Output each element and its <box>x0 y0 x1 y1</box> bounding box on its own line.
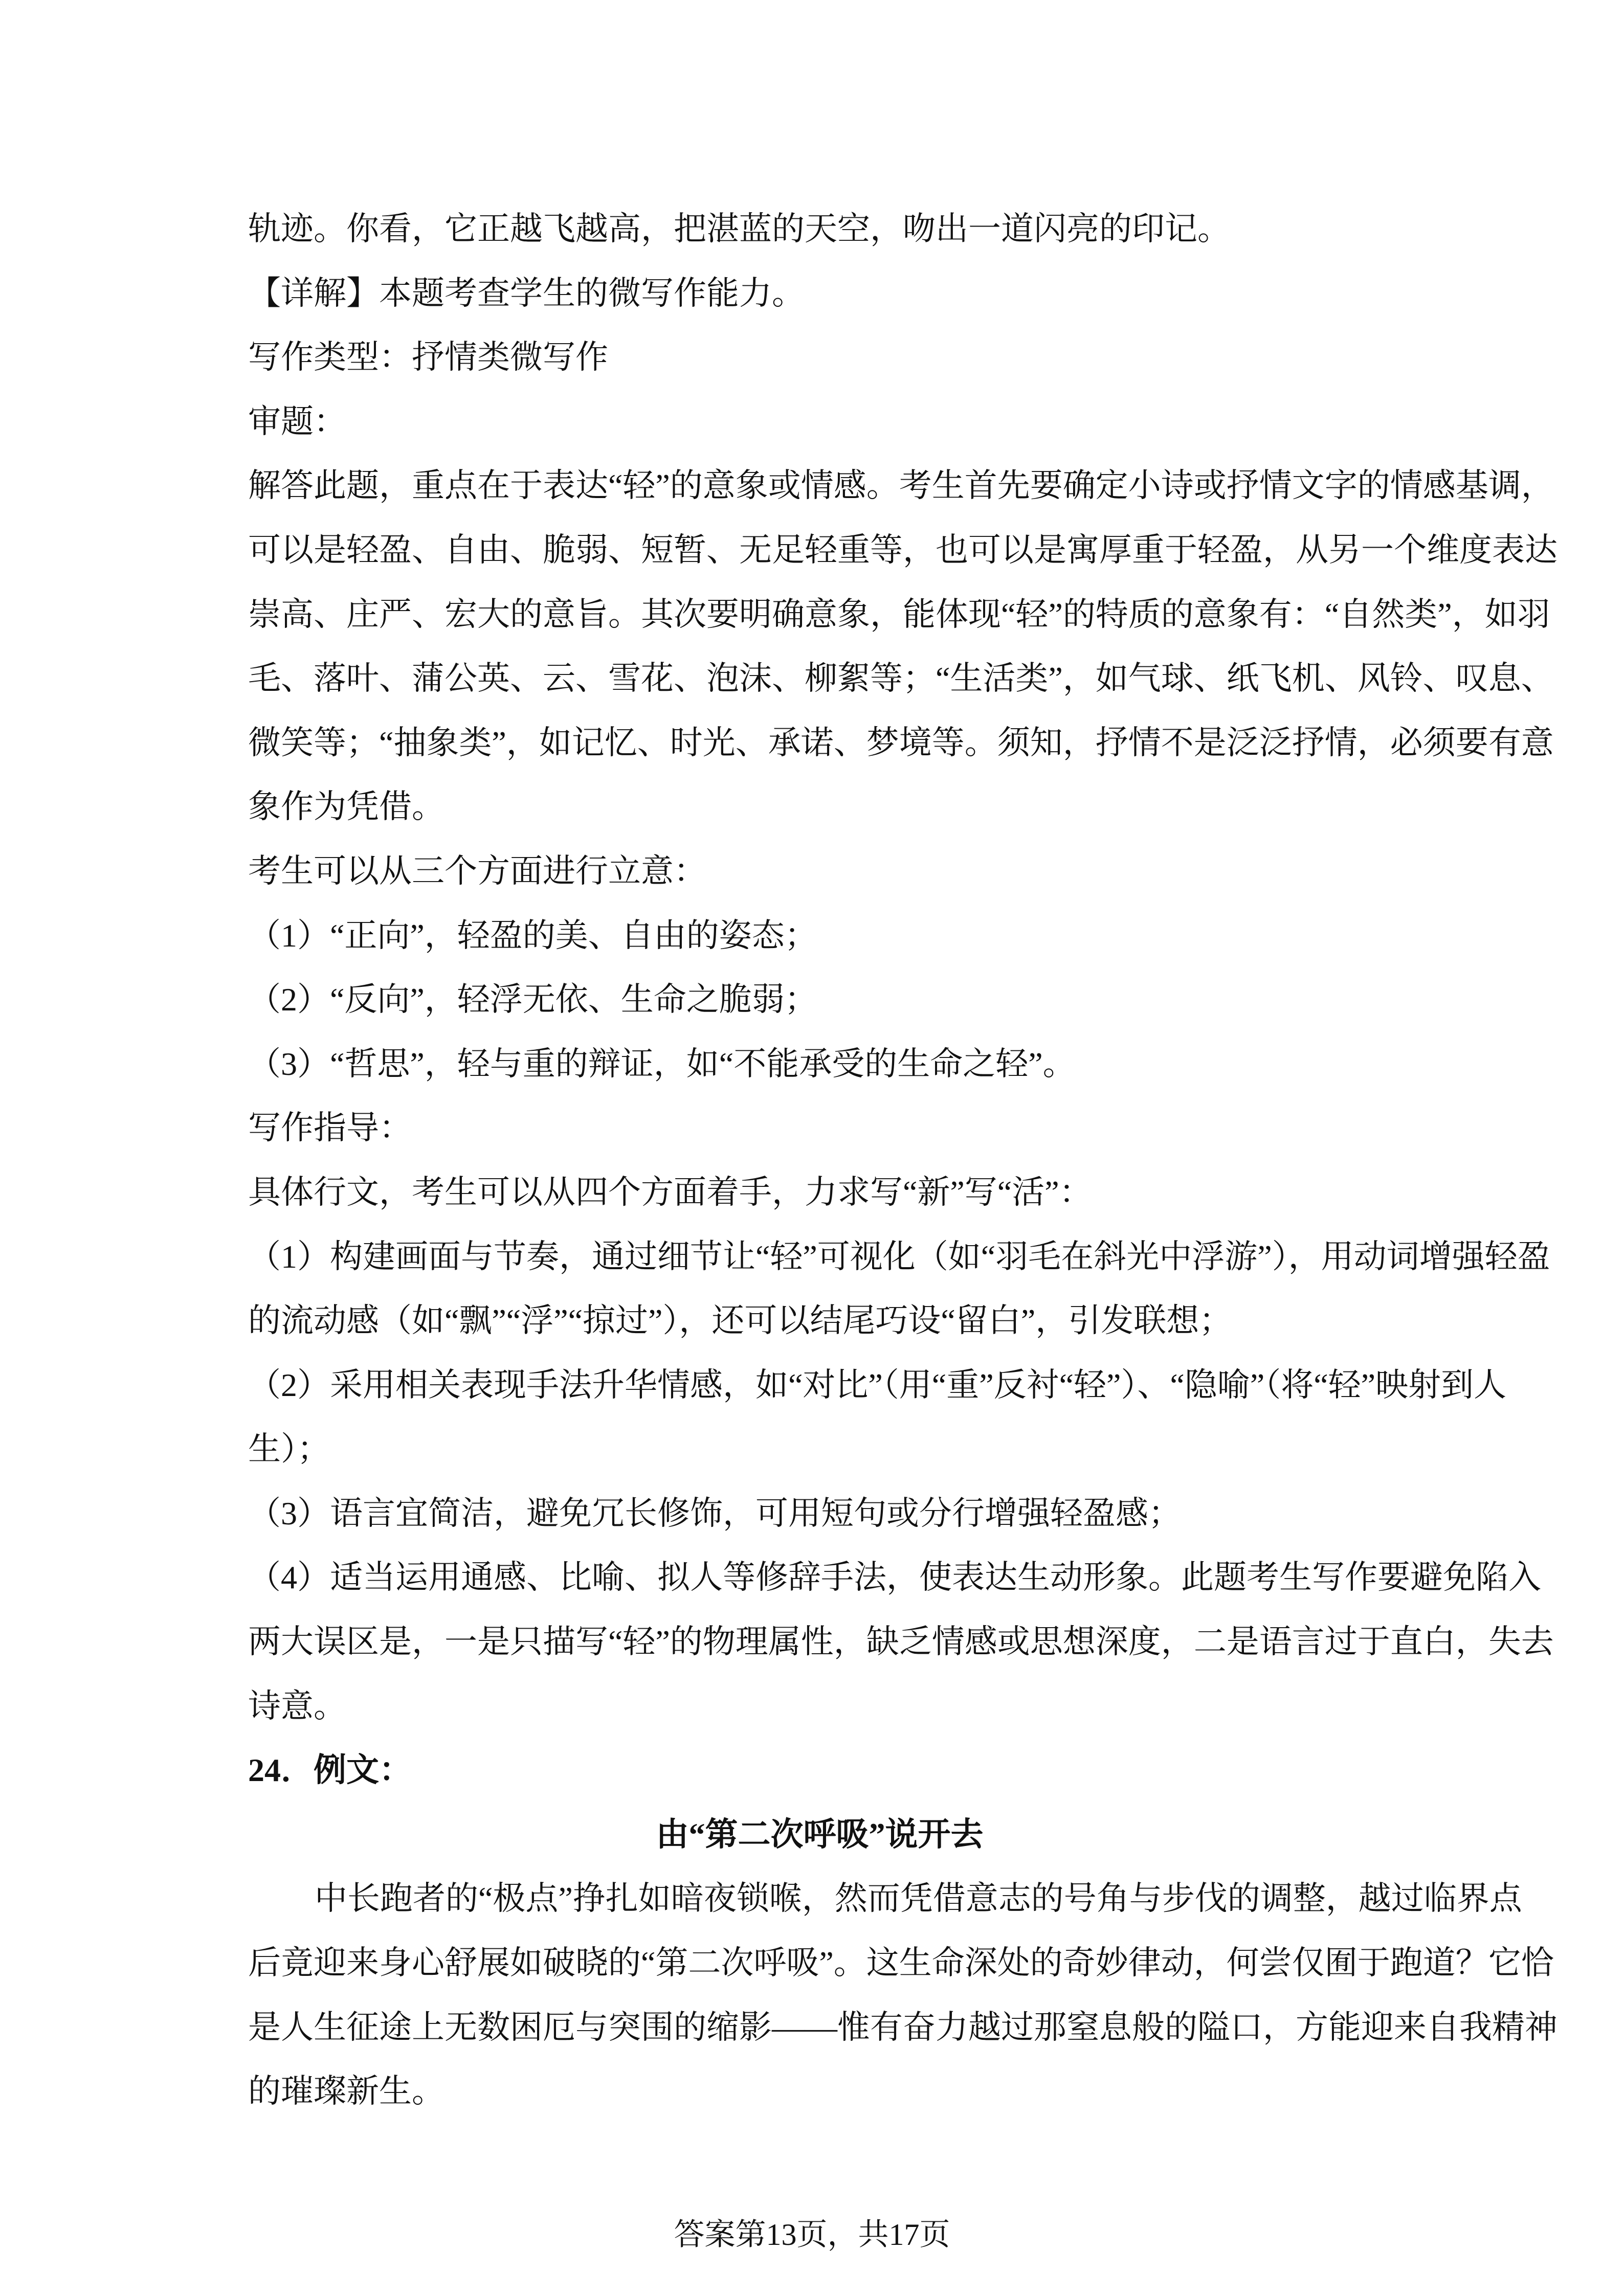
text-line: 解答此题，重点在于表达“轻”的意象或情感。考生首先要确定小诗或抒情文字的情感基调， <box>248 467 1554 504</box>
text-line: 可以是轻盈、自由、脆弱、短暂、无足轻重等，也可以是寓厚重于轻盈，从另一个维度表达 <box>248 531 1558 568</box>
text-line: 是人生征途上无数困厄与突围的缩影——惟有奋力越过那窒息般的隘口，方能迎来自我精神 <box>248 2009 1558 2045</box>
list-item: （1）构建画面与节奏，通过细节让“轻”可视化（如“羽毛在斜光中浮游”），用动词增强轻盈 <box>248 1238 1550 1275</box>
text-line: 微笑等；“抽象类”，如记忆、时光、承诺、梦境等。须知，抒情不是泛泛抒情，必须要有意 <box>248 724 1554 761</box>
text-line: 生）； <box>248 1431 330 1468</box>
text-line: 的璀璨新生。 <box>248 2073 444 2110</box>
detail-heading: 【详解】本题考查学生的微写作能力。 <box>248 275 805 311</box>
text-line: 中长跑者的“极点”挣扎如暗夜锁喉，然而凭借意志的号角与步伐的调整，越过临界点 <box>315 1880 1522 1917</box>
question-heading: 24．例文： <box>248 1752 412 1789</box>
essay-title: 由“第二次呼吸”说开去 <box>656 1816 984 1853</box>
text-line: 象作为凭借。 <box>248 789 444 825</box>
text-line: 审题： <box>248 403 346 440</box>
text-line: 具体行文，考生可以从四个方面着手，力求写“新”写“活”： <box>248 1174 1092 1210</box>
text-line: 的流动感（如“飘”“浮”“掠过”），还可以结尾巧设“留白”，引发联想； <box>248 1302 1232 1339</box>
text-line: 后竟迎来身心舒展如破晓的“第二次呼吸”。这生命深处的奇妙律动，何尝仅囿于跑道？它恰 <box>248 1945 1554 1982</box>
list-item: （3）语言宜简洁，避免冗长修饰，可用短句或分行增强轻盈感； <box>248 1495 1181 1532</box>
text-line: 写作指导： <box>248 1110 412 1146</box>
text-line: 写作类型：抒情类微写作 <box>248 339 608 376</box>
text-line: 两大误区是，一是只描写“轻”的物理属性，缺乏情感或思想深度，二是语言过于直白，失去 <box>248 1624 1554 1660</box>
list-item: （3）“哲思”，轻与重的辩证，如“不能承受的生命之轻”。 <box>248 1045 1076 1082</box>
list-item: （4）适当运用通感、比喻、拟人等修辞手法，使表达生动形象。此题考生写作要避免陷入 <box>248 1559 1541 1596</box>
list-item: （2）“反向”，轻浮无依、生命之脆弱； <box>248 981 817 1018</box>
list-item: （1）“正向”，轻盈的美、自由的姿态； <box>248 917 817 954</box>
list-item: （2）采用相关表现手法升华情感，如“对比”（用“重”反衬“轻”）、“隐喻”（将“轻”映射到人 <box>248 1366 1507 1403</box>
text-line: 毛、落叶、蒲公英、云、雪花、泡沫、柳絮等；“生活类”，如气球、纸飞机、风铃、叹息、 <box>248 660 1554 697</box>
text-line: 崇高、庄严、宏大的意旨。其次要明确意象，能体现“轻”的特质的意象有：“自然类”，如羽 <box>248 596 1550 633</box>
text-line: 轨迹。你看，它正越飞越高，把湛蓝的天空，吻出一道闪亮的印记。 <box>248 211 1230 247</box>
page-footer: 答案第13页，共17页 <box>674 2218 950 2252</box>
text-line: 诗意。 <box>248 1687 346 1724</box>
text-line: 考生可以从三个方面进行立意： <box>248 852 706 889</box>
document-body <box>248 197 1558 2124</box>
